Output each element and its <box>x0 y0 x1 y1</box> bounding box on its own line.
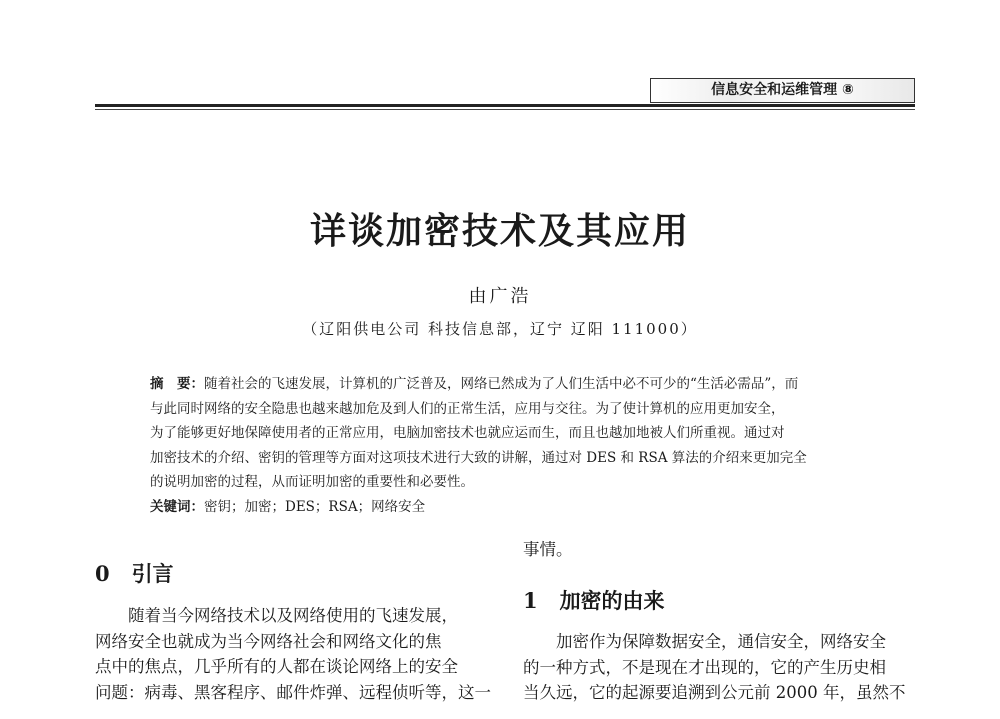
text-line: 加密作为保障数据安全，通信安全，网络安全 <box>523 632 886 651</box>
abstract-line: 摘 要：随着社会的飞速发展，计算机的广泛普及，网络已然成为了人们生活中必不可少的“生活必需品”，而 <box>150 376 799 392</box>
abstract-line: 与此同时网络的安全隐患也越来越加危及到人们的正常生活，应用与交往。为了使计算机的应用更加安全， <box>150 400 785 417</box>
keywords: 关键词：密钥；加密；DES；RSA；网络安全 <box>150 498 426 515</box>
author: 由广浩 <box>468 286 532 307</box>
text-line: 点中的焦点，几乎所有的人都在谈论网络上的安全 <box>95 657 458 677</box>
paper-title: 详谈加密技术及其应用 <box>309 210 690 252</box>
left-paragraph <box>95 603 491 706</box>
text-line: 随着当今网络技术以及网络使用的飞速发展， <box>95 606 458 625</box>
right-paragraph <box>523 629 905 706</box>
section-header: 信息安全和运维管理 ⑧ <box>650 78 915 103</box>
text-line: 问题：病毒、黑客程序、邮件炸弹、远程侦听等，这一 <box>95 683 491 703</box>
carryover-text: 事情。 <box>523 540 573 559</box>
text-line: 的一种方式，不是现在才出现的，它的产生历史相 <box>523 657 886 677</box>
abstract-line: 加密技术的介绍、密钥的管理等方面对这项技术进行大致的讲解，通过对 DES 和 RSA 算法的介绍来更加完全 <box>150 449 807 466</box>
text-line: 当久远，它的起源要追溯到公元前 2000 年，虽然不 <box>523 683 906 703</box>
abstract-line: 为了能够更好地保障使用者的正常应用，电脑加密技术也就应运而生，而且也越加地被人们所重视。通过对 <box>150 425 785 441</box>
header-rule <box>95 104 915 107</box>
abstract <box>150 372 870 519</box>
header-rule-thin <box>95 109 915 110</box>
abstract-label: 摘 要： <box>150 376 204 392</box>
section-heading-intro: 0 引言 <box>95 561 174 586</box>
affiliation: （辽阳供电公司 科技信息部，辽宁 辽阳 111000） <box>302 320 698 338</box>
section-heading-origin: 1 加密的由来 <box>523 588 665 613</box>
keywords-label: 关键词： <box>150 498 204 515</box>
text-line: 网络安全也就成为当今网络社会和网络文化的焦 <box>95 631 442 651</box>
abstract-line: 的说明加密的过程，从而证明加密的重要性和必要性。 <box>150 474 474 490</box>
